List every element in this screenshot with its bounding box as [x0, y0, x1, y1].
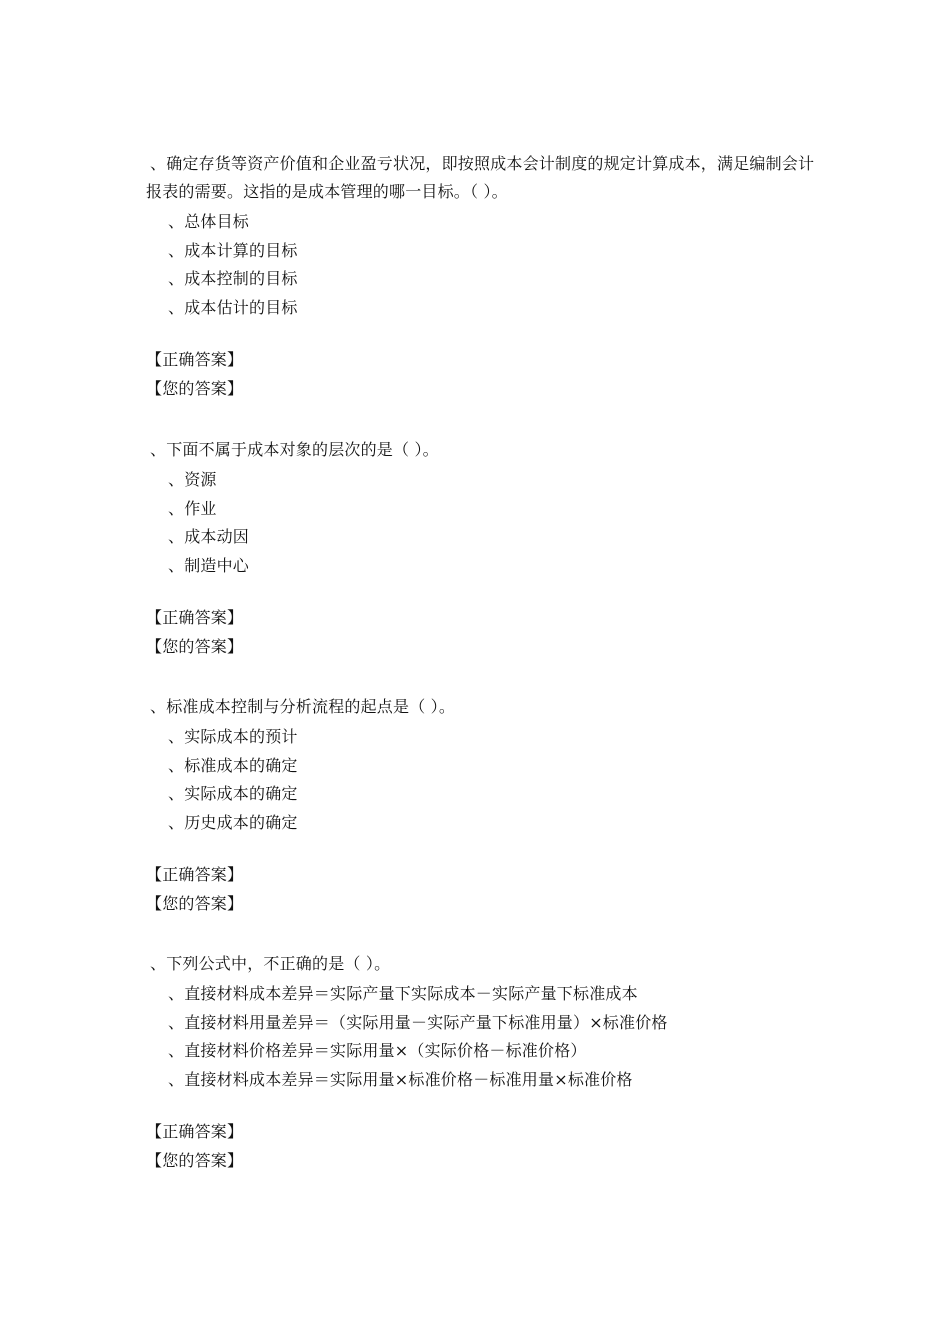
correct-answer-label: 【正确答案】 [146, 350, 244, 370]
option-list [146, 466, 826, 580]
option-list [146, 980, 826, 1094]
question-stem: 、下面不属于成本对象的层次的是（ ）。 [150, 440, 439, 459]
option-c: 、直接材料价格差异＝实际用量×（实际价格－标准价格） [168, 1041, 587, 1061]
option-d: 、制造中心 [168, 555, 250, 575]
question-1 [146, 150, 826, 404]
option-d: 、成本估计的目标 [168, 297, 298, 317]
question-stem: 、下列公式中，不正确的是（ ）。 [150, 954, 391, 973]
answer-block [146, 604, 826, 661]
correct-answer-label: 【正确答案】 [146, 608, 244, 628]
your-answer-label: 【您的答案】 [146, 636, 244, 656]
correct-answer-label: 【正确答案】 [146, 1122, 244, 1142]
your-answer-label: 【您的答案】 [146, 1150, 244, 1170]
question-stem: 、确定存货等资产价值和企业盈亏状况，即按照成本会计制度的规定计算成本，满足编制会计报表的需要。这指的是成本管理的哪一目标。（ ）。 [146, 154, 815, 201]
option-d: 、直接材料成本差异＝实际用量×标准价格－标准用量×标准价格 [168, 1069, 633, 1089]
question-3 [146, 693, 826, 919]
answer-block [146, 346, 826, 403]
question-4 [146, 950, 826, 1176]
option-list [146, 208, 826, 322]
option-c: 、成本控制的目标 [168, 269, 298, 289]
option-list [146, 723, 826, 837]
your-answer-label: 【您的答案】 [146, 893, 244, 913]
option-b: 、标准成本的确定 [168, 755, 298, 775]
option-a: 、资源 [168, 470, 217, 489]
option-b: 、作业 [168, 498, 217, 518]
option-b: 、直接材料用量差异＝（实际用量－实际产量下标准用量）×标准价格 [168, 1012, 668, 1032]
option-a: 、直接材料成本差异＝实际产量下实际成本－实际产量下标准成本 [168, 984, 638, 1003]
answer-block [146, 1118, 826, 1175]
option-c: 、成本动因 [168, 527, 250, 547]
correct-answer-label: 【正确答案】 [146, 865, 244, 885]
question-2 [146, 436, 826, 662]
answer-block [146, 861, 826, 918]
option-b: 、成本计算的目标 [168, 240, 298, 260]
option-d: 、历史成本的确定 [168, 812, 298, 832]
option-a: 、总体目标 [168, 212, 250, 231]
question-stem: 、标准成本控制与分析流程的起点是（ ）。 [150, 697, 456, 716]
option-a: 、实际成本的预计 [168, 727, 298, 746]
option-c: 、实际成本的确定 [168, 784, 298, 804]
your-answer-label: 【您的答案】 [146, 378, 244, 398]
